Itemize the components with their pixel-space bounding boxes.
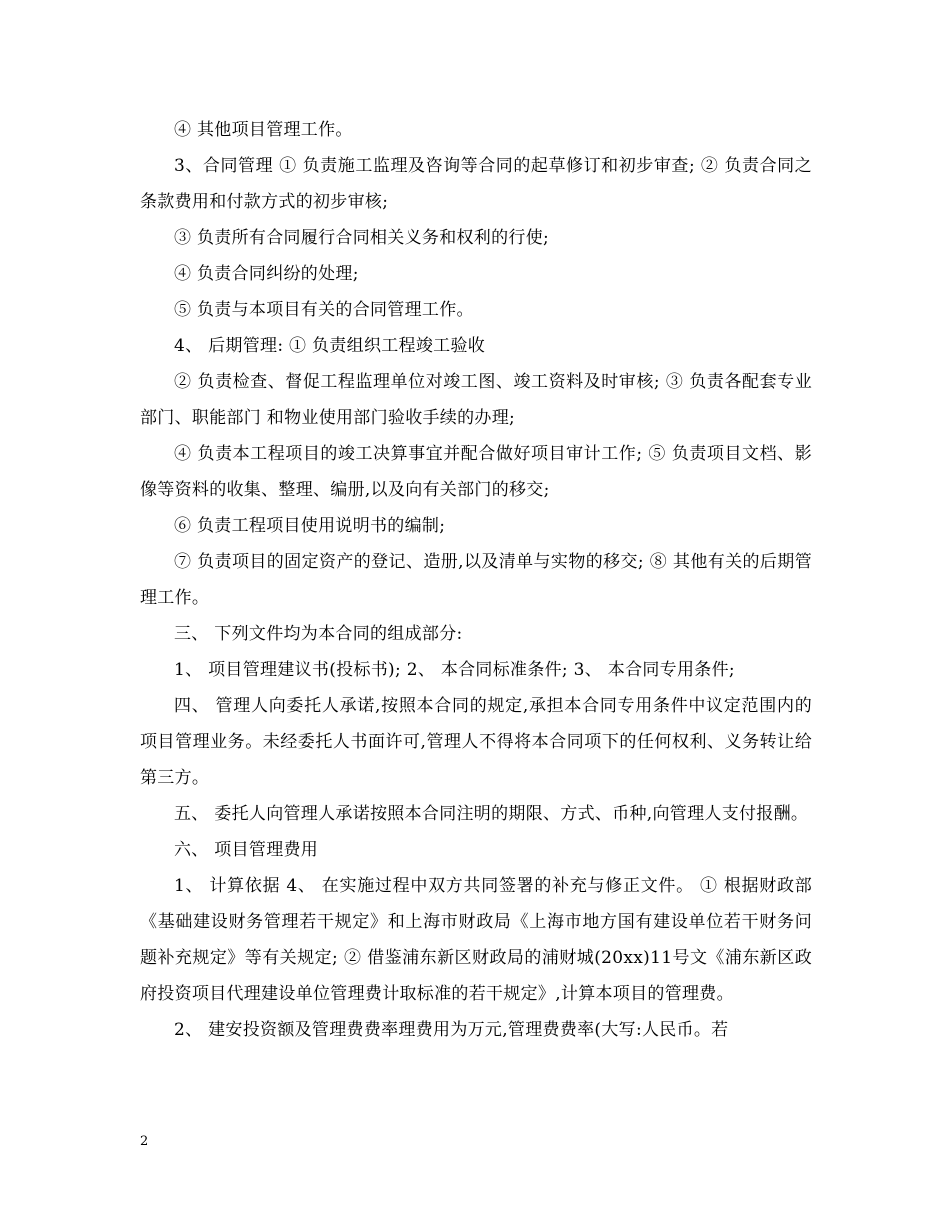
paragraph: ⑥ 负责工程项目使用说明书的编制;: [174, 516, 446, 536]
paragraph: 1、 计算依据 4、 在实施过程中双方共同签署的补充与修正文件。 ① 根据财政部《基础建设财务管理若干规定》和上海市财政局《上海市地方国有建设单位若干财务问题补充规定》等有关规定; ② 借鉴浦东新区财政局的浦财城(20xx)11号文《浦东新区政府投资项目代理建设单位管理费计取标准的若干规定》,计算本项目的管理费。: [140, 876, 812, 1004]
document-body: [140, 112, 812, 1048]
paragraph: ④ 负责合同纠纷的处理;: [174, 264, 359, 284]
paragraph: 1、 项目管理建议书(投标书); 2、 本合同标准条件; 3、 本合同专用条件;: [174, 660, 735, 680]
paragraph: ⑦ 负责项目的固定资产的登记、造册,以及清单与实物的移交; ⑧ 其他有关的后期管理工作。: [140, 552, 812, 608]
section-heading: 三、 下列文件均为本合同的组成部分:: [174, 624, 463, 644]
section-heading: 五、 委托人向管理人承诺按照本合同注明的期限、方式、币种,向管理人支付报酬。: [174, 804, 809, 824]
paragraph: 3、合同管理 ① 负责施工监理及咨询等合同的起草修订和初步审查; ② 负责合同之条款费用和付款方式的初步审核;: [140, 156, 812, 212]
paragraph: 4、 后期管理: ① 负责组织工程竣工验收: [174, 336, 486, 356]
paragraph: ④ 其他项目管理工作。: [174, 120, 353, 140]
paragraph: ⑤ 负责与本项目有关的合同管理工作。: [174, 300, 474, 320]
paragraph: ④ 负责本工程项目的竣工决算事宜并配合做好项目审计工作; ⑤ 负责项目文档、影像等资料的收集、整理、编册,以及向有关部门的移交;: [140, 444, 812, 500]
paragraph: ③ 负责所有合同履行合同相关义务和权利的行使;: [174, 228, 550, 248]
section-heading: 四、 管理人向委托人承诺,按照本合同的规定,承担本合同专用条件中议定范围内的项目管理业务。未经委托人书面许可,管理人不得将本合同项下的任何权利、义务转让给第三方。: [140, 696, 812, 788]
paragraph: 2、 建安投资额及管理费费率理费用为万元,管理费费率(大写:人民币。若: [174, 1020, 729, 1040]
section-heading: 六、 项目管理费用: [174, 840, 319, 860]
page-number: 2: [140, 1134, 149, 1149]
paragraph: ② 负责检查、督促工程监理单位对竣工图、竣工资料及时审核; ③ 负责各配套专业部门、职能部门 和物业使用部门验收手续的办理;: [140, 372, 812, 428]
